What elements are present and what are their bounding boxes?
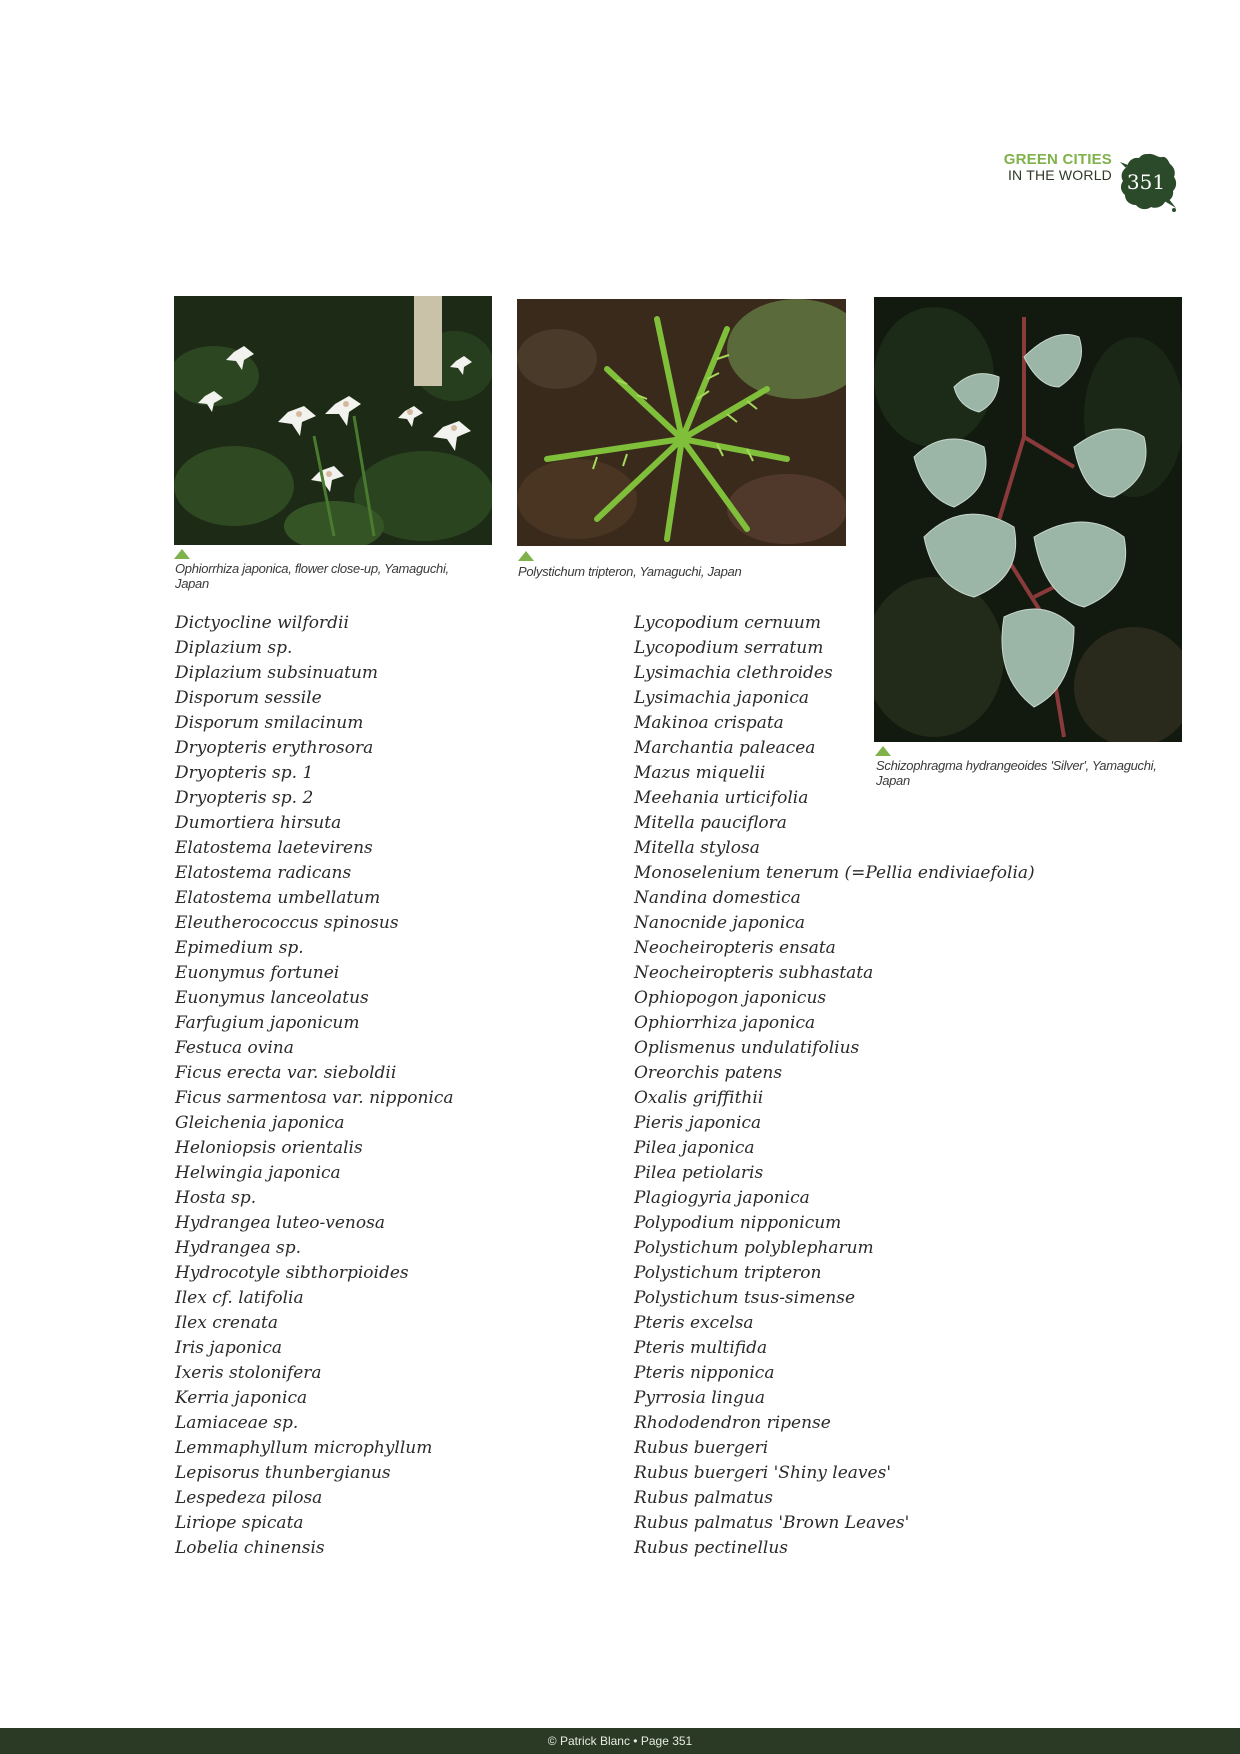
species-name: Ficus erecta var. sieboldii xyxy=(175,1063,397,1083)
species-name: Euonymus fortunei xyxy=(175,963,340,983)
species-name: Pyrrosia lingua xyxy=(634,1388,766,1408)
species-name: Hydrocotyle sibthorpioides xyxy=(175,1263,409,1283)
brand-line-2: IN THE WORLD xyxy=(1007,167,1112,183)
species-name: Epimedium sp. xyxy=(175,938,304,958)
species-name: Meehania urticifolia xyxy=(634,788,809,808)
species-name: Pteris multifida xyxy=(634,1338,768,1358)
species-name: Oplismenus undulatifolius xyxy=(634,1038,860,1058)
species-name: Rubus buergeri xyxy=(634,1438,769,1458)
species-name: Hydrangea sp. xyxy=(175,1238,302,1258)
species-name: Euonymus lanceolatus xyxy=(175,988,369,1008)
species-name: Oreorchis patens xyxy=(634,1063,783,1083)
species-name: Eleutherococcus spinosus xyxy=(175,913,399,933)
species-name: Rhododendron ripense xyxy=(634,1413,831,1433)
species-name: Polypodium nipponicum xyxy=(634,1213,842,1233)
brand-line-1: GREEN CITIES xyxy=(1003,151,1112,168)
species-name: Liriope spicata xyxy=(175,1513,304,1533)
species-name: Farfugium japonicum xyxy=(175,1013,360,1033)
species-name: Ophiorrhiza japonica xyxy=(634,1013,816,1033)
species-name: Makinoa crispata xyxy=(634,713,784,733)
species-name: Lespedeza pilosa xyxy=(175,1488,323,1508)
species-name: Iris japonica xyxy=(175,1338,282,1358)
species-name: Rubus buergeri 'Shiny leaves' xyxy=(634,1463,891,1483)
photo-caption: Ophiorrhiza japonica, flower close-up, Yamaguchi, Japan xyxy=(175,561,449,591)
species-name: Dumortiera hirsuta xyxy=(175,813,342,833)
species-name: Ixeris stolonifera xyxy=(175,1363,322,1383)
species-name: Ilex cf. latifolia xyxy=(175,1288,304,1308)
page-number-badge xyxy=(1118,150,1178,214)
species-name: Elatostema laetevirens xyxy=(175,838,373,858)
species-name: Lysimachia clethroides xyxy=(634,663,833,683)
species-name: Disporum sessile xyxy=(175,688,322,708)
species-name: Helwingia japonica xyxy=(175,1163,341,1183)
species-list-left xyxy=(175,611,454,1561)
species-name: Pteris nipponica xyxy=(634,1363,775,1383)
species-name: Diplazium subsinuatum xyxy=(175,663,379,683)
species-list-right xyxy=(634,611,1035,1561)
species-name: Ilex crenata xyxy=(175,1313,278,1333)
page-footer: © Patrick Blanc • Page 351 xyxy=(0,1728,1240,1754)
species-name: Lamiaceae sp. xyxy=(175,1413,299,1433)
species-name: Rubus palmatus 'Brown Leaves' xyxy=(634,1513,910,1533)
species-name: Dryopteris sp. 2 xyxy=(175,788,314,808)
species-name: Dryopteris erythrosora xyxy=(175,738,374,758)
species-name: Kerria japonica xyxy=(175,1388,308,1408)
species-name: Marchantia paleacea xyxy=(634,738,816,758)
page-number: 351 xyxy=(1126,170,1166,194)
species-name: Mitella stylosa xyxy=(634,838,760,858)
species-name: Lobelia chinensis xyxy=(175,1538,325,1558)
species-name: Rubus pectinellus xyxy=(634,1538,788,1558)
species-name: Neocheiropteris subhastata xyxy=(634,963,874,983)
caption-marker-icon xyxy=(518,551,534,561)
photo-caption: Schizophragma hydrangeoides 'Silver', Yamaguchi, Japan xyxy=(876,758,1157,788)
species-name: Ficus sarmentosa var. nipponica xyxy=(175,1088,454,1108)
species-name: Plagiogyria japonica xyxy=(634,1188,810,1208)
photo-caption: Polystichum tripteron, Yamaguchi, Japan xyxy=(518,564,742,579)
species-name: Polystichum tsus-simense xyxy=(634,1288,856,1308)
species-name: Pilea petiolaris xyxy=(634,1163,764,1183)
species-name: Pteris excelsa xyxy=(634,1313,754,1333)
species-name: Lysimachia japonica xyxy=(634,688,810,708)
species-name: Rubus palmatus xyxy=(634,1488,773,1508)
species-name: Festuca ovina xyxy=(175,1038,294,1058)
species-name: Lycopodium cernuum xyxy=(634,613,821,633)
species-name: Polystichum polyblepharum xyxy=(634,1238,874,1258)
white-flowers-photo xyxy=(174,296,492,545)
species-name: Dictyocline wilfordii xyxy=(175,613,349,633)
species-name: Elatostema radicans xyxy=(175,863,352,883)
species-name: Nanocnide japonica xyxy=(634,913,806,933)
species-name: Pieris japonica xyxy=(634,1113,762,1133)
species-name: Nandina domestica xyxy=(634,888,801,908)
species-name: Neocheiropteris ensata xyxy=(634,938,836,958)
species-name: Polystichum tripteron xyxy=(634,1263,822,1283)
species-name: Disporum smilacinum xyxy=(175,713,364,733)
species-name: Diplazium sp. xyxy=(175,638,293,658)
species-name: Mazus miquelii xyxy=(634,763,766,783)
species-name: Hosta sp. xyxy=(175,1188,257,1208)
species-name: Hydrangea luteo-venosa xyxy=(175,1213,385,1233)
species-name: Pilea japonica xyxy=(634,1138,755,1158)
species-name: Monoselenium tenerum (=Pellia endiviaefolia) xyxy=(634,863,1035,883)
species-name: Dryopteris sp. 1 xyxy=(175,763,314,783)
species-name: Oxalis griffithii xyxy=(634,1088,764,1108)
brand-logo-text xyxy=(1004,152,1112,182)
fern-photo xyxy=(517,299,846,546)
species-name: Lepisorus thunbergianus xyxy=(175,1463,391,1483)
species-name: Ophiopogon japonicus xyxy=(634,988,827,1008)
species-name: Elatostema umbellatum xyxy=(175,888,381,908)
species-name: Lemmaphyllum microphyllum xyxy=(175,1438,433,1458)
species-name: Lycopodium serratum xyxy=(634,638,824,658)
species-name: Heloniopsis orientalis xyxy=(175,1138,363,1158)
species-name: Mitella pauciflora xyxy=(634,813,787,833)
species-name: Gleichenia japonica xyxy=(175,1113,345,1133)
caption-marker-icon xyxy=(174,549,190,559)
